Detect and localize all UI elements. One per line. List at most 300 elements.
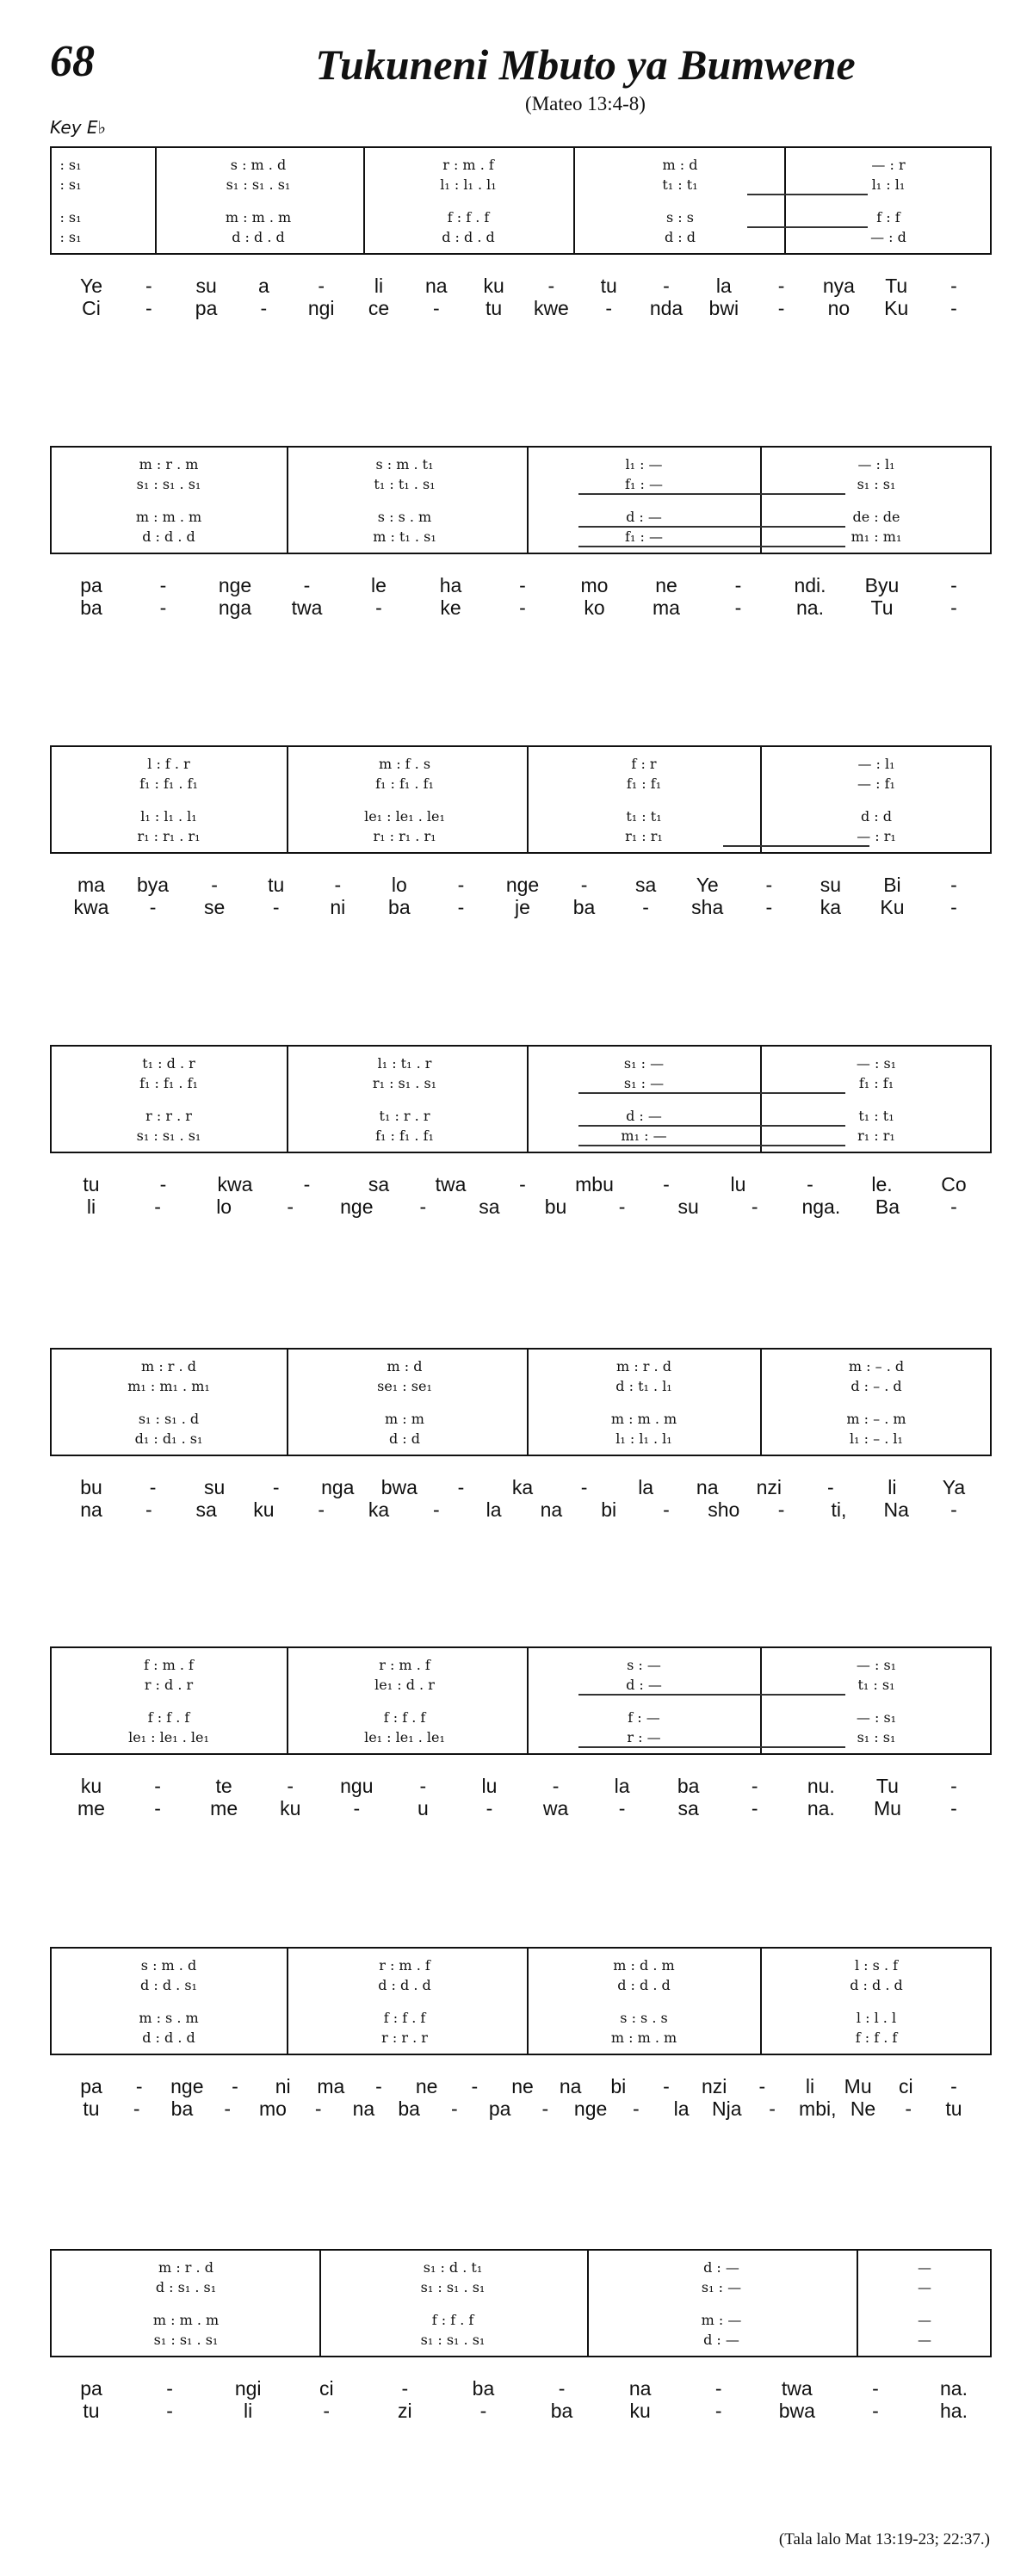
note-cell: l₁ : l₁ . l₁ [440, 176, 497, 193]
syllable-hyphen: - [663, 1173, 670, 1195]
note-cell: le₁ : le₁ . le₁ [364, 808, 445, 825]
lyric-syllable: wa [542, 1797, 569, 1819]
lyric-syllable: ndi. [794, 574, 826, 596]
voice-row [52, 828, 990, 845]
syllable-hyphen: - [751, 1195, 758, 1218]
syllable-hyphen: - [751, 1797, 758, 1819]
syllable-hyphen: - [159, 1173, 167, 1195]
note-cell: l₁ : l₁ . l₁ [615, 1430, 672, 1447]
syllable-hyphen: - [419, 1195, 427, 1218]
syllable-hyphen: - [642, 896, 649, 918]
note-cell: r : m . f [442, 157, 494, 173]
lyric-syllable: tu [83, 2400, 100, 2422]
syllable-hyphen: - [519, 1173, 526, 1195]
voice-row [52, 2010, 990, 2027]
lyric-syllable: nge [218, 574, 252, 596]
note-cell: d : d [860, 808, 893, 825]
note-cell: s₁ : s₁ [857, 1729, 896, 1745]
lyric-syllable: nga [218, 596, 252, 619]
lyric-syllable: bu [544, 1195, 567, 1218]
lyric-syllable: mbi, [799, 2097, 837, 2120]
voice-row [52, 1411, 990, 1428]
lyric-syllable: la [638, 1476, 654, 1498]
lyric-syllable: je [515, 896, 530, 918]
lyric-syllable: le [371, 574, 387, 596]
note-cell: d : d [664, 229, 696, 245]
lyric-syllable: u [417, 1797, 429, 1819]
lyric-syllable: nda [649, 297, 684, 319]
syllable-hyphen: - [558, 2377, 566, 2400]
note-cell: m : r . d [158, 2259, 213, 2276]
note-cell: r₁ : r₁ . r₁ [137, 828, 201, 844]
note-cell: r : m . f [379, 1957, 430, 1974]
lyric-syllable: ba [472, 2377, 495, 2400]
lyric-syllable: Nja [712, 2097, 742, 2120]
solfa-staff [50, 1646, 992, 1755]
lyric-syllable: pa [80, 2075, 102, 2097]
lyric-syllable: nga [321, 1476, 355, 1498]
hymn-title: Tukuneni Mbuto ya Bumwene [315, 40, 856, 89]
lyric-syllable: tu [945, 2097, 962, 2120]
syllable-hyphen: - [605, 297, 613, 319]
lyric-syllable: me [77, 1797, 105, 1819]
note-cell: t₁ : r . r [379, 1108, 430, 1124]
syllable-hyphen: - [618, 1195, 626, 1218]
lyric-syllable: na [352, 2097, 375, 2120]
lyric-syllable: la [614, 1775, 630, 1797]
note-cell: s₁ : s₁ . s₁ [136, 1127, 201, 1144]
note-cell: m : d [387, 1358, 423, 1374]
lyric-syllable: nya [822, 275, 855, 297]
note-cell: f₁ : f₁ . f₁ [139, 775, 198, 792]
lyric-syllable: sa [479, 1195, 500, 1218]
lyric-syllable: na. [940, 2377, 968, 2400]
note-cell: d : — [703, 2259, 739, 2276]
syllable-hyphen: - [375, 596, 382, 619]
note-cell: r₁ : r₁ [857, 1127, 895, 1144]
note-cell: m : m [385, 1411, 424, 1427]
note-cell: l : l . l [856, 2010, 897, 2026]
lyric-syllable: bwa [380, 1476, 418, 1498]
note-cell: — : d [870, 229, 906, 245]
voice-row [52, 1657, 990, 1674]
note-cell: : s₁ [59, 209, 82, 225]
solfa-staff [50, 446, 992, 554]
note-cell: m : d [662, 157, 698, 173]
lyric-syllable: su [820, 874, 841, 896]
lyric-line [50, 1475, 992, 1499]
music-system [50, 745, 992, 926]
note-cell: : s₁ [59, 176, 82, 193]
syllable-hyphen: - [260, 297, 268, 319]
note-cell: d : — [626, 509, 662, 525]
lyric-line [50, 873, 992, 897]
note-cell: d : d . d [442, 229, 495, 245]
music-system [50, 1646, 992, 1827]
tie-line [578, 546, 845, 547]
syllable-hyphen: - [211, 874, 218, 896]
voice-row [52, 1378, 990, 1395]
voice-row [52, 176, 990, 194]
voice-row [52, 157, 990, 174]
note-cell: r : m . f [379, 1657, 430, 1673]
syllable-hyphen: - [224, 2097, 232, 2120]
hymn-number: 68 [50, 37, 95, 86]
note-cell: f₁ : — [625, 476, 663, 492]
note-cell: s₁ : s₁ . s₁ [136, 476, 201, 492]
note-cell: de : de [852, 509, 900, 525]
note-cell: s₁ : d . t₁ [423, 2259, 483, 2276]
syllable-hyphen: - [133, 2097, 140, 2120]
lyric-syllable: bi [601, 1498, 617, 1521]
note-cell: f : f . f [855, 2029, 898, 2046]
syllable-hyphen: - [318, 1498, 325, 1521]
voice-row [52, 456, 990, 473]
lyric-syllable: ma [317, 2075, 345, 2097]
note-cell: r₁ : s₁ . s₁ [372, 1075, 437, 1091]
syllable-hyphen: - [777, 1498, 785, 1521]
syllable-hyphen: - [154, 1195, 161, 1218]
syllable-hyphen: - [950, 1797, 957, 1819]
lyric-syllable: sa [195, 1498, 217, 1521]
lyric-syllable: tu [83, 2097, 100, 2120]
note-cell: m : s . m [139, 2010, 199, 2026]
note-cell: f : r [631, 756, 657, 772]
lyric-syllable: la [486, 1498, 502, 1521]
note-cell: — : f₁ [857, 775, 895, 792]
lyric-line [50, 573, 992, 597]
note-cell: f : f . f [383, 2010, 426, 2026]
lyric-syllable: li [86, 1195, 96, 1218]
syllable-hyphen: - [149, 896, 157, 918]
tie-line [578, 493, 845, 495]
voice-row [52, 808, 990, 825]
lyric-line [50, 1796, 992, 1820]
note-cell: d : d . d [142, 2029, 195, 2046]
voice-row [52, 2312, 990, 2329]
lyric-syllable: ke [440, 596, 461, 619]
note-cell: l₁ : t₁ . r [377, 1055, 432, 1072]
note-cell: s₁ : — [623, 1075, 665, 1091]
note-cell: f₁ : f₁ [858, 1075, 894, 1091]
lyric-syllable: me [210, 1797, 238, 1819]
lyric-syllable: bya [137, 874, 170, 896]
voice-row [52, 1957, 990, 1974]
syllable-hyphen: - [457, 874, 465, 896]
lyric-syllable: na [628, 2377, 652, 2400]
note-cell: m : d . m [613, 1957, 675, 1974]
lyric-syllable: sa [368, 1173, 390, 1195]
syllable-hyphen: - [580, 1476, 588, 1498]
lyric-syllable: nge [573, 2097, 608, 2120]
syllable-hyphen: - [714, 2400, 722, 2422]
lyric-syllable: li [244, 2400, 253, 2422]
syllable-hyphen: - [272, 896, 280, 918]
syllable-hyphen: - [166, 2400, 173, 2422]
note-cell: — [918, 2332, 931, 2348]
syllable-hyphen: - [159, 574, 167, 596]
lyric-syllable: ti, [831, 1498, 847, 1521]
voice-row [52, 1677, 990, 1694]
syllable-hyphen: - [547, 275, 555, 297]
voice-row [52, 775, 990, 793]
syllable-hyphen: - [950, 596, 957, 619]
note-cell: d : t₁ . l₁ [615, 1378, 672, 1394]
lyric-syllable: ba [572, 896, 596, 918]
voice-row [52, 1358, 990, 1375]
syllable-hyphen: - [950, 896, 957, 918]
syllable-hyphen: - [950, 275, 957, 297]
note-cell: — [918, 2312, 931, 2328]
lyric-syllable: a [257, 275, 269, 297]
note-cell: le₁ : le₁ . le₁ [128, 1729, 209, 1745]
note-cell: m₁ : — [621, 1127, 667, 1144]
note-cell: f₁ : f₁ . f₁ [139, 1075, 198, 1091]
lyric-syllable: sho [708, 1498, 740, 1521]
lyric-syllable: nga. [801, 1195, 841, 1218]
note-cell: d : d . d [850, 1977, 903, 1993]
note-cell: l : s . f [854, 1957, 899, 1974]
syllable-hyphen: - [471, 2075, 479, 2097]
note-cell: f₁ : — [625, 528, 663, 545]
syllable-hyphen: - [950, 874, 957, 896]
note-cell: t₁ : d . r [142, 1055, 195, 1072]
syllable-hyphen: - [827, 1476, 834, 1498]
note-cell: s₁ : s₁ . d [138, 1411, 200, 1427]
lyric-syllable: Ye [696, 874, 719, 896]
syllable-hyphen: - [401, 2377, 409, 2400]
lyric-syllable: ka [511, 1476, 534, 1498]
lyric-syllable: twa [781, 2377, 813, 2400]
lyric-syllable: ci [319, 2377, 334, 2400]
note-cell: s₁ : s₁ . s₁ [420, 2279, 486, 2295]
lyric-syllable: su [195, 275, 217, 297]
note-cell: r₁ : r₁ [625, 828, 663, 844]
note-cell: d : d . d [142, 528, 195, 545]
syllable-hyphen: - [432, 1498, 440, 1521]
lyric-syllable: nu. [807, 1775, 835, 1797]
lyric-syllable: ni [275, 2075, 291, 2097]
lyric-syllable: ka [820, 896, 841, 918]
lyric-syllable: lu [481, 1775, 498, 1797]
syllable-hyphen: - [334, 874, 342, 896]
lyric-syllable: nge [340, 1195, 374, 1218]
note-cell: s₁ : s₁ . s₁ [226, 176, 291, 193]
note-cell: t₁ : t₁ [858, 1108, 894, 1124]
note-cell: f : m . f [144, 1657, 194, 1673]
voice-row [52, 1127, 990, 1145]
lyric-syllable: Tu [885, 275, 908, 297]
syllable-hyphen: - [451, 2097, 458, 2120]
syllable-hyphen: - [419, 1775, 427, 1797]
syllable-hyphen: - [552, 1775, 560, 1797]
lyric-syllable: mo [580, 574, 609, 596]
syllable-hyphen: - [154, 1797, 161, 1819]
note-cell: — [918, 2259, 931, 2276]
solfa-staff [50, 1045, 992, 1153]
lyric-syllable: kwe [533, 297, 569, 319]
note-cell: : s₁ [59, 157, 82, 173]
syllable-hyphen: - [375, 2075, 382, 2097]
note-cell: m : m . m [135, 509, 202, 525]
lyric-syllable: Byu [864, 574, 900, 596]
note-cell: s : s . s [620, 2010, 668, 2026]
note-cell: f : f . f [383, 1709, 426, 1726]
music-system [50, 1348, 992, 1529]
lyric-line [50, 296, 992, 320]
lyric-syllable: ba [170, 2097, 194, 2120]
syllable-hyphen: - [807, 1173, 813, 1195]
lyric-syllable: nge [505, 874, 540, 896]
note-cell: m : r . d [616, 1358, 671, 1374]
note-cell: m : r . d [141, 1358, 196, 1374]
tie-line [578, 1694, 845, 1696]
voice-row [52, 528, 990, 546]
syllable-hyphen: - [541, 2097, 549, 2120]
syllable-hyphen: - [145, 297, 152, 319]
note-cell: s : — [627, 1657, 661, 1673]
lyric-syllable: twa [291, 596, 323, 619]
lyric-syllable: Ya [942, 1476, 966, 1498]
lyric-syllable: lo [216, 1195, 232, 1218]
key-signature: Key E♭ [50, 117, 106, 138]
note-cell: d₁ : d₁ . s₁ [134, 1430, 203, 1447]
note-cell: f₁ : f₁ . f₁ [375, 775, 434, 792]
syllable-hyphen: - [950, 297, 957, 319]
lyric-syllable: ku [483, 275, 504, 297]
note-cell: s : m . d [140, 1957, 197, 1974]
note-cell: — : s₁ [856, 1657, 897, 1673]
note-cell: m : – . d [848, 1358, 905, 1374]
syllable-hyphen: - [663, 2075, 670, 2097]
lyric-line [50, 1774, 992, 1798]
tie-line [747, 194, 868, 195]
note-cell: m : — [701, 2312, 742, 2328]
lyric-syllable: Ye [79, 275, 103, 297]
voice-row [52, 1075, 990, 1092]
lyric-syllable: Ne [850, 2097, 876, 2120]
lyric-syllable: li [805, 2075, 815, 2097]
note-cell: f : f . f [431, 2312, 474, 2328]
note-cell: s₁ : s₁ . s₁ [153, 2332, 219, 2348]
syllable-hyphen: - [272, 1476, 280, 1498]
note-cell: f : f . f [147, 1709, 190, 1726]
syllable-hyphen: - [580, 874, 588, 896]
syllable-hyphen: - [632, 2097, 640, 2120]
lyric-syllable: ba [388, 896, 411, 918]
lyric-syllable: tu [83, 1173, 100, 1195]
syllable-hyphen: - [663, 275, 670, 297]
lyric-syllable: Ku [880, 896, 905, 918]
syllable-hyphen: - [287, 1775, 294, 1797]
syllable-hyphen: - [777, 275, 785, 297]
syllable-hyphen: - [734, 596, 742, 619]
lyric-syllable: ka [368, 1498, 390, 1521]
syllable-hyphen: - [303, 574, 311, 596]
note-cell: r : r . r [145, 1108, 192, 1124]
lyric-line [50, 895, 992, 919]
note-cell: d : s₁ . s₁ [155, 2279, 217, 2295]
syllable-hyphen: - [303, 1173, 311, 1195]
lyric-syllable: nzi [701, 2075, 727, 2097]
lyric-syllable: le. [871, 1173, 893, 1195]
lyric-line [50, 1172, 992, 1196]
syllable-hyphen: - [765, 874, 773, 896]
note-cell: — : s₁ [856, 1055, 897, 1072]
syllable-hyphen: - [166, 2377, 173, 2400]
lyric-syllable: bwa [778, 2400, 815, 2422]
note-cell: d : d . d [232, 229, 285, 245]
note-cell: t₁ : t₁ [662, 176, 698, 193]
tie-line [578, 1145, 845, 1146]
note-cell: m : m . m [152, 2312, 220, 2328]
syllable-hyphen: - [769, 2097, 776, 2120]
note-cell: d : d . d [617, 1977, 671, 1993]
lyric-syllable: bwi [708, 297, 739, 319]
music-system [50, 446, 992, 627]
note-cell: s : s [666, 209, 694, 225]
note-cell: r : d . r [144, 1677, 194, 1693]
syllable-hyphen: - [232, 2075, 238, 2097]
note-cell: l₁ : — [625, 456, 663, 473]
tie-line [723, 845, 869, 847]
lyric-syllable: su [203, 1476, 226, 1498]
note-cell: s : s . m [377, 509, 432, 525]
lyric-syllable: sa [677, 1797, 699, 1819]
lyric-syllable: ku [629, 2400, 651, 2422]
music-system [50, 146, 992, 327]
note-cell: r₁ : r₁ . r₁ [373, 828, 436, 844]
voice-row [52, 756, 990, 773]
lyric-syllable: twa [435, 1173, 467, 1195]
note-cell: f : f . f [447, 209, 490, 225]
lyric-syllable: ku [280, 1797, 301, 1819]
syllable-hyphen: - [950, 1195, 957, 1218]
syllable-hyphen: - [734, 574, 742, 596]
lyric-syllable: ba [677, 1775, 700, 1797]
note-cell: r : — [627, 1729, 661, 1745]
syllable-hyphen: - [872, 2377, 879, 2400]
note-cell: f₁ : f₁ [626, 775, 662, 792]
lyric-syllable: li [374, 275, 384, 297]
lyric-syllable: ma [653, 596, 680, 619]
lyric-syllable: la [673, 2097, 690, 2120]
syllable-hyphen: - [149, 1476, 157, 1498]
voice-row [52, 2029, 990, 2047]
lyric-syllable: Na [883, 1498, 909, 1521]
syllable-hyphen: - [751, 1775, 758, 1797]
note-cell: d : — [626, 1677, 662, 1693]
note-cell: f₁ : f₁ . f₁ [375, 1127, 434, 1144]
voice-row [52, 2279, 990, 2296]
lyric-syllable: ba [80, 596, 102, 619]
note-cell: d : d . d [378, 1977, 431, 1993]
lyric-syllable: Tu [870, 596, 894, 619]
syllable-hyphen: - [519, 574, 526, 596]
lyric-syllable: sa [634, 874, 657, 896]
lyric-line [50, 2376, 992, 2400]
note-cell: le₁ : le₁ . le₁ [364, 1729, 445, 1745]
lyric-syllable: Ci [82, 297, 101, 319]
lyric-syllable: se [203, 896, 226, 918]
lyric-syllable: Mu [844, 2075, 872, 2097]
lyric-syllable: la [715, 275, 732, 297]
syllable-hyphen: - [135, 2075, 143, 2097]
note-cell: s₁ : s₁ [857, 476, 896, 492]
syllable-hyphen: - [287, 1195, 294, 1218]
syllable-hyphen: - [145, 275, 152, 297]
voice-row [52, 1055, 990, 1072]
